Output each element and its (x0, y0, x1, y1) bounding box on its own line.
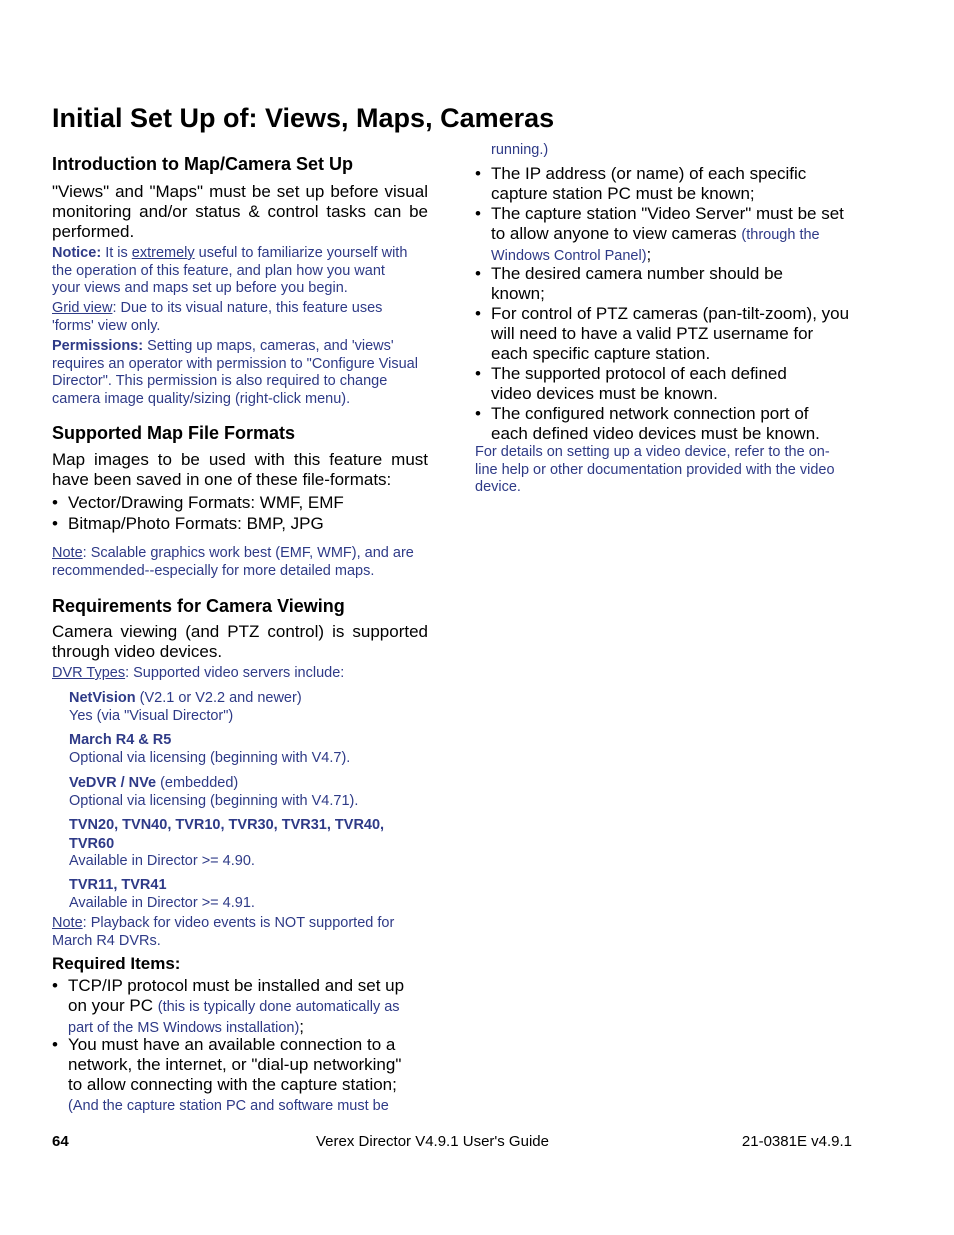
required-item-video-server (475, 204, 851, 266)
notice-note (52, 245, 412, 298)
closing-note: For details on setting up a video device, refer to the on-line help or other documentation provided with the video device. (475, 444, 835, 495)
notice-text-post: useful to familiarize yourself with the operation of this feature, and plan how you want your views and maps set up before you begin. (52, 245, 408, 296)
connection-continued: running.) (491, 142, 549, 158)
required-item-ip-address: • The IP address (or name) of each specific capture station PC must be known; (475, 164, 851, 204)
dvr-name: NetVision (69, 690, 136, 706)
notice-label: Notice: (52, 245, 102, 261)
format-item-bitmap: • Bitmap/Photo Formats: BMP, JPG (52, 514, 428, 534)
item-text: TCP/IP protocol must be installed and set up on your PC (68, 976, 405, 1015)
page-number: 64 (52, 1133, 69, 1150)
formats-note-label: Note (52, 545, 83, 561)
dvr-desc: Yes (via "Visual Director") (69, 707, 234, 724)
item-text: You must have an available connection to a network, the internet, or "dial-up networking" to allow connecting with the capture station; (68, 1035, 402, 1094)
dvr-desc: Optional via licensing (beginning with V4.71). (69, 792, 359, 809)
intro-paragraph: "Views" and "Maps" must be set up before visual monitoring and/or status & control tasks can be performed. (52, 182, 428, 241)
permissions-text: Setting up maps, cameras, and 'views' requires an operator with permission to "Configure Visual Director". This permission is also required to change camera image quality/sizing (right-click menu). (52, 338, 418, 407)
dvr-name: VeDVR / NVe (69, 775, 157, 791)
item-subtext: (this is typically done automatically as part of the MS Windows installation) (68, 999, 400, 1036)
dvr-netvision (69, 689, 414, 725)
required-item-tcpip (52, 976, 413, 1038)
required-heading: Required Items: (52, 954, 181, 973)
dvr-tvn-tvr (69, 816, 414, 871)
dvr-desc: Optional via licensing (beginning with V4.7). (69, 749, 351, 766)
permissions-note (52, 338, 424, 408)
item-end: ; (299, 1017, 305, 1036)
dvr-desc: Available in Director >= 4.91. (69, 894, 255, 911)
notice-text-pre: It is (105, 245, 132, 261)
required-item-ptz: • For control of PTZ cameras (pan-tilt-zoom), you will need to have a valid PTZ username for each specific capture station. (475, 304, 851, 364)
formats-note-text: : Scalable graphics work best (EMF, WMF), and are recommended--especially for more detailed maps. (52, 545, 414, 579)
dvr-types-note (52, 665, 422, 683)
page-title: Initial Set Up of: Views, Maps, Cameras (52, 103, 555, 133)
dvr-name: TVR11, TVR41 (69, 877, 167, 893)
dvr-name: TVN20, TVN40, TVR10, TVR30, TVR31, TVR40, TVR60 (69, 817, 385, 852)
playback-note (52, 915, 422, 950)
gridview-note (52, 300, 412, 335)
gridview-label: Grid view (52, 300, 113, 316)
camera-heading: Requirements for Camera Viewing (52, 596, 345, 616)
notice-emphasis: extremely (131, 245, 195, 261)
dvr-types-text: : Supported video servers include: (125, 665, 345, 681)
dvr-tvr11 (69, 876, 414, 912)
formats-note (52, 545, 422, 580)
required-item-port: • The configured network connection port of each defined video devices must be known. (475, 404, 836, 444)
required-item-camera-number: • The desired camera number should be known; (475, 264, 821, 304)
item-subtext: (through the Windows Control Panel) (491, 227, 820, 264)
dvr-extra: (embedded) (156, 775, 239, 791)
camera-paragraph: Camera viewing (and PTZ control) is supported through video devices. (52, 622, 428, 661)
dvr-types-label: DVR Types (52, 665, 126, 681)
intro-heading: Introduction to Map/Camera Set Up (52, 154, 354, 174)
formats-paragraph: Map images to be used with this feature must have been saved in one of these file-formats: (52, 450, 428, 489)
dvr-name: March R4 & R5 (69, 732, 172, 748)
required-item-connection (52, 1035, 413, 1116)
item-end: ; (646, 245, 652, 264)
dvr-march (69, 731, 414, 767)
permissions-label: Permissions: (52, 338, 144, 354)
dvr-desc: Available in Director >= 4.90. (69, 853, 255, 869)
gridview-text: : Due to its visual nature, this feature uses 'forms' view only. (52, 300, 383, 334)
item-text: The capture station "Video Server" must be set to allow anyone to view cameras (491, 204, 844, 243)
format-item-vector: • Vector/Drawing Formats: WMF, EMF (52, 493, 428, 513)
playback-note-label: Note (52, 915, 83, 931)
dvr-vedvr (69, 774, 414, 810)
required-item-protocol: • The supported protocol of each defined video devices must be known. (475, 364, 821, 404)
dvr-extra: (V2.1 or V2.2 and newer) (135, 690, 302, 706)
playback-note-text: : Playback for video events is NOT supported for March R4 DVRs. (52, 915, 395, 949)
footer-guide-title: Verex Director V4.9.1 User's Guide (316, 1133, 549, 1150)
footer-doc-number: 21-0381E v4.9.1 (741, 1133, 852, 1150)
formats-heading: Supported Map File Formats (52, 423, 296, 443)
item-subtext: (And the capture station PC and software must be (68, 1098, 389, 1114)
